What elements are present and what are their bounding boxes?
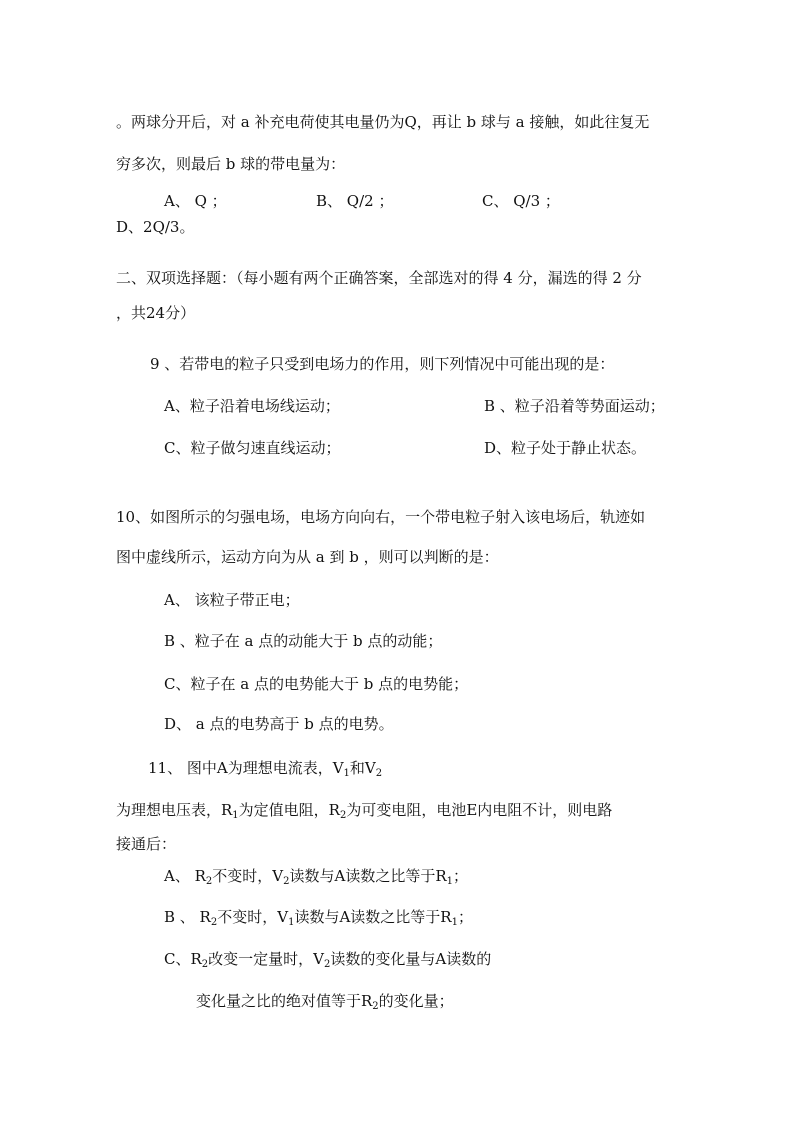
q10-line-1: 10、如图所示的匀强电场，电场方向向右，一个带电粒子射入该电场后，轨迹如 xyxy=(116,508,646,526)
q10-option-b: B 、粒子在 a 点的动能大于 b 点的动能； xyxy=(164,632,443,650)
q10-option-d: D、 a 点的电势高于 b 点的电势。 xyxy=(164,715,394,733)
q9-option-c: C、粒子做匀速直线运动； xyxy=(164,439,341,457)
q8-option-b: B、 Q/2 ； xyxy=(316,192,394,210)
q8-option-c: C、 Q/3 ； xyxy=(482,192,560,210)
q10-line-2: 图中虚线所示，运动方向为从 a 到 b ，则可以判断的是： xyxy=(116,548,499,566)
q9-stem: 9 、若带电的粒子只受到电场力的作用，则下列情况中可能出现的是： xyxy=(150,355,615,373)
q9-option-b: B 、粒子沿着等势面运动； xyxy=(484,397,665,415)
q8-line-2: 穷多次，则最后 b 球的带电量为： xyxy=(116,155,346,173)
section-heading-line-1: 二、双项选择题：（每小题有两个正确答案，全部选对的得 4 分，漏选的得 2 分 xyxy=(116,269,642,287)
q11-option-c: C、$R_2$改变一定量时，$V_2$读数的变化量与A读数的 xyxy=(164,950,492,970)
q9-option-a: A、粒子沿着电场线运动； xyxy=(164,397,340,415)
q11-stem-line-2: 为理想电压表，$R_1$为定值电阻，$R_2$为可变电阻，电池E内电阻不计，则电路 xyxy=(116,801,613,821)
q11-option-c-continued: 变化量之比的绝对值等于$R_2$的变化量； xyxy=(196,992,454,1012)
q10-option-c: C、粒子在 a 点的电势能大于 b 点的电势能； xyxy=(164,675,469,693)
q8-option-d: D、2Q/3。 xyxy=(116,218,195,236)
q11-stem-line-3: 接通后： xyxy=(116,835,177,853)
q11-stem-line-1: 11、 图中A为理想电流表，$V_1$和$V_2$ xyxy=(148,759,383,779)
q9-option-d: D、粒子处于静止状态。 xyxy=(484,439,647,457)
q11-option-a: A、 $R_2$不变时，$V_2$读数与A读数之比等于$R_1$； xyxy=(164,867,469,887)
q8-option-a: A、 Q ； xyxy=(164,192,227,210)
section-heading-line-2: ，共24分） xyxy=(116,304,196,322)
q10-option-a: A、 该粒子带正电； xyxy=(164,591,300,609)
q8-line-1: 。两球分开后，对 a 补充电荷使其电量仍为Q，再让 b 球与 a 接触，如此往复无 xyxy=(116,113,650,131)
q11-option-b: B 、 $R_2$不变时，$V_1$读数与A读数之比等于$R_1$； xyxy=(164,908,473,928)
